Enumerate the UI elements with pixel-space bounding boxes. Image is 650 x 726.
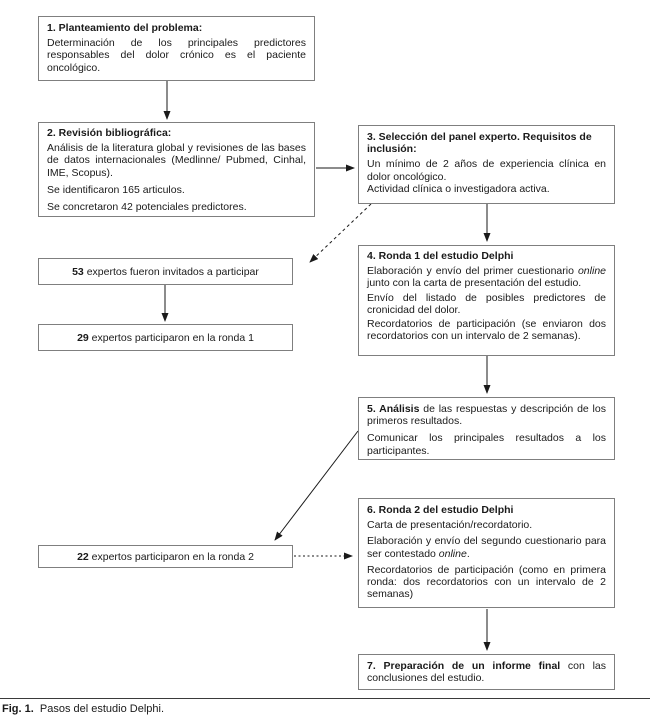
step-6-title: 6. Ronda 2 del estudio Delphi — [367, 504, 514, 516]
step-4-body-3: Recordatorios de participación (se enviaron dos recordatorios con un intervalo de 2 semanas). — [367, 317, 606, 343]
step-2-body-1: Análisis de la literatura global y revisiones de las bases de datos internacionales (Medlinne/ Pubmed, Cinhal, IME, Scopus). — [47, 142, 306, 179]
experts-round2-count: 22 — [77, 550, 89, 563]
experts-round2-box — [38, 545, 293, 568]
step-5-body-1: 5. Análisis de las respuestas y descripción de los primeros resultados. — [367, 403, 606, 428]
step-4-body-2: Envío del listado de posibles predictores de cronicidad del dolor. — [367, 291, 606, 316]
step-4-body-1: Elaboración y envío del primer cuestionario online junto con la carta de presentación del estudio. — [367, 265, 606, 290]
step-4-box — [358, 245, 615, 356]
step-7-body: 7. Preparación de un informe final con las conclusiones del estudio. — [367, 660, 606, 685]
step-3-body-1: Un mínimo de 2 años de experiencia clínica en dolor oncológico. — [367, 158, 606, 183]
step-5-body-2: Comunicar los principales resultados a los participantes. — [367, 432, 606, 457]
step-1-title: 1. Planteamiento del problema: — [47, 22, 203, 34]
experts-invited-label: expertos fueron invitados a participar — [83, 265, 259, 278]
step-6-body-3: Recordatorios de participación (como en primera ronda: dos recordatorios con un intervalo de 2 semanas) — [367, 563, 606, 601]
figure-caption — [2, 703, 164, 716]
experts-invited-count: 53 — [72, 265, 84, 278]
arrow-step5-to-round2 — [275, 431, 358, 540]
experts-invited-box — [38, 258, 293, 285]
step-2-box — [38, 122, 315, 217]
experts-round1-label: expertos participaron en la ronda 1 — [88, 331, 254, 344]
experts-round2-label: expertos participaron en la ronda 2 — [88, 550, 254, 563]
step-6-body-2: Elaboración y envío del segundo cuestionario para ser contestado online. — [367, 535, 606, 560]
experts-round1-box — [38, 324, 293, 351]
step-1-body: Determinación de los principales predictores responsables del dolor crónico es el paciente oncológico. — [47, 37, 306, 74]
figure-caption-label: Fig. 1. — [2, 703, 34, 715]
experts-round1-count: 29 — [77, 331, 89, 344]
step-4-title: 4. Ronda 1 del estudio Delphi — [367, 250, 514, 262]
step-3-title: 3. Selección del panel experto. Requisitos de inclusión: — [367, 131, 592, 156]
step-2-body-3: Se concretaron 42 potenciales predictores. — [47, 200, 247, 213]
online-italic: online — [438, 547, 467, 560]
step-6-box — [358, 498, 615, 608]
figure-caption-text: Pasos del estudio Delphi. — [33, 703, 165, 715]
step-3-body-2: Actividad clínica o investigadora activa. — [367, 182, 550, 195]
online-italic: online — [577, 265, 606, 278]
step-2-title: 2. Revisión bibliográfica: — [47, 127, 172, 139]
step-5-box — [358, 397, 615, 460]
step-1-box — [38, 16, 315, 81]
step-2-body-2: Se identificaron 165 articulos. — [47, 183, 185, 196]
step-3-box — [358, 125, 615, 204]
step-7-box — [358, 654, 615, 690]
step-6-body-1: Carta de presentación/recordatorio. — [367, 519, 533, 532]
caption-divider — [0, 698, 650, 699]
